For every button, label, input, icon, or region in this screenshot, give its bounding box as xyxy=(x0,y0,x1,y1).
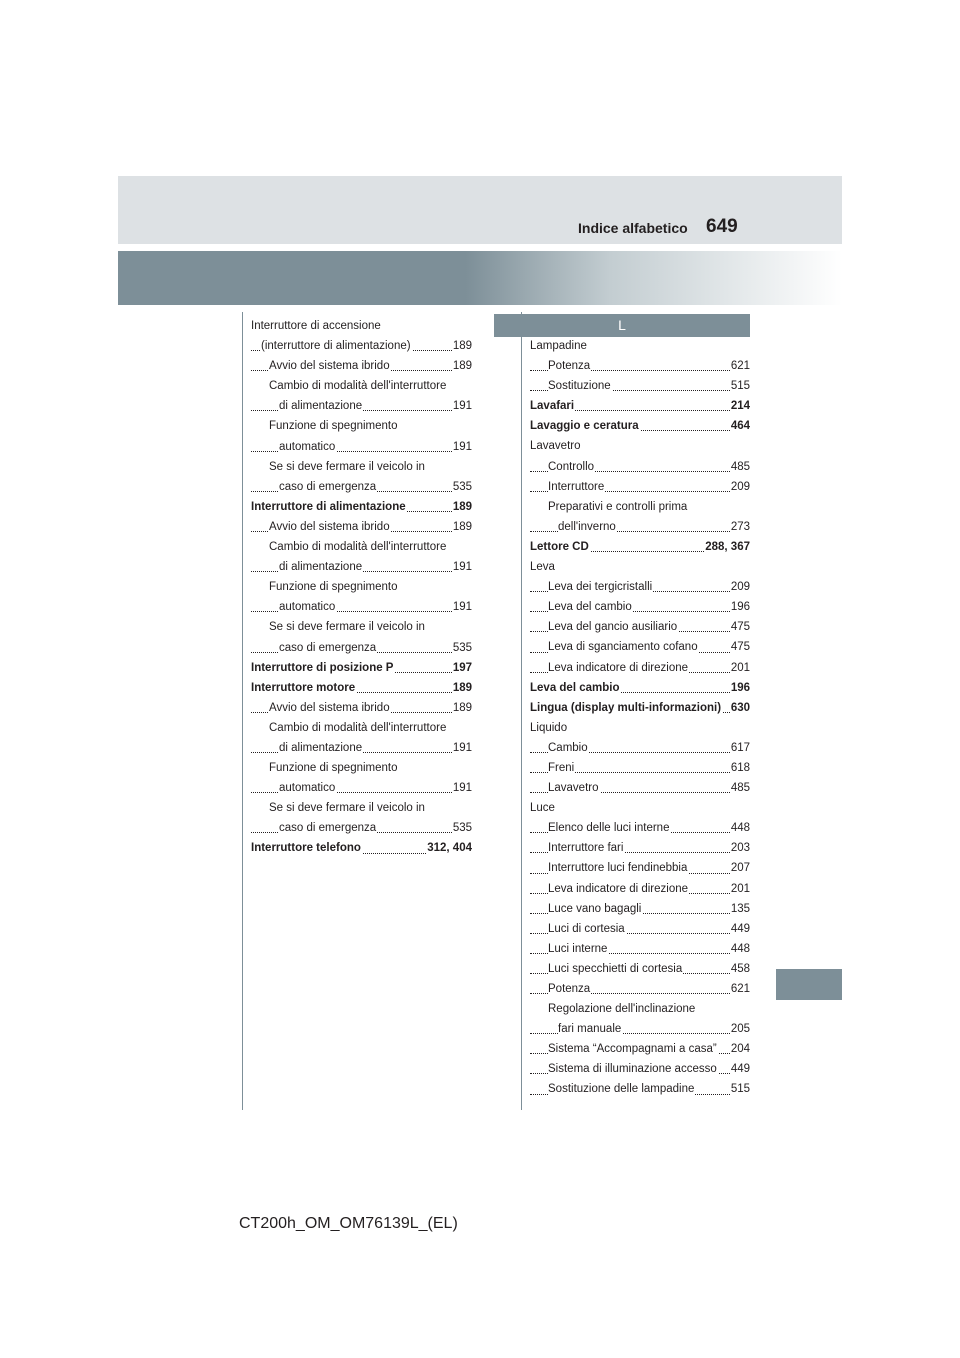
index-entry xyxy=(530,497,750,517)
index-entry-term: Luci interne xyxy=(548,942,608,955)
index-entry xyxy=(530,557,750,577)
index-entry xyxy=(251,838,472,858)
page-number: 649 xyxy=(706,216,738,237)
index-entry-page: 485 xyxy=(730,778,750,798)
index-entry xyxy=(251,316,472,336)
index-entry-page: 312, 404 xyxy=(426,838,472,858)
index-entry xyxy=(530,818,750,838)
index-entry xyxy=(251,758,472,778)
index-entry xyxy=(530,678,750,698)
index-entry xyxy=(530,436,750,456)
index-entry-term: Interruttore telefono xyxy=(251,842,361,855)
index-entry xyxy=(530,838,750,858)
index-entry xyxy=(251,396,472,416)
index-entry-term: Liquido xyxy=(530,721,568,734)
index-entry-term: Leva indicatore di direzione xyxy=(548,882,689,895)
index-entry xyxy=(251,778,472,798)
index-entry-term: caso di emergenza xyxy=(279,641,377,654)
index-entry xyxy=(530,758,750,778)
index-entry-term: Interruttore xyxy=(548,480,605,493)
left-column-rule xyxy=(242,312,243,1110)
index-entry-page: 191 xyxy=(452,597,472,617)
index-entry xyxy=(530,577,750,597)
index-entry xyxy=(251,658,472,678)
index-entry-page: 448 xyxy=(730,939,750,959)
index-entry-term: Se si deve fermare il veicolo in xyxy=(269,802,425,815)
index-entry-page: 618 xyxy=(730,758,750,778)
index-entry-page: 191 xyxy=(452,396,472,416)
index-entry-term: Regolazione dell'inclinazione xyxy=(548,1003,696,1016)
index-entry-term: Interruttore di posizione P xyxy=(251,661,394,674)
index-entry xyxy=(530,336,750,356)
index-entry-term: Preparativi e controlli prima xyxy=(548,500,688,513)
index-entry-page: 189 xyxy=(452,497,472,517)
index-entry-term: Funzione di spegnimento xyxy=(269,762,398,775)
index-entry xyxy=(530,658,750,678)
index-entry xyxy=(251,557,472,577)
index-entry-page: 189 xyxy=(452,356,472,376)
index-entry xyxy=(251,698,472,718)
index-entry-term: di alimentazione xyxy=(279,741,363,754)
right-column-rule xyxy=(521,312,522,1110)
index-entry-term: Interruttore motore xyxy=(251,681,356,694)
index-entry-term: Controllo xyxy=(548,460,595,473)
index-entry-term: Cambio di modalità dell'interruttore xyxy=(269,541,447,554)
index-entry-page: 191 xyxy=(452,738,472,758)
header-title: Indice alfabetico xyxy=(578,220,688,236)
index-entry xyxy=(530,517,750,537)
index-entry-page: 515 xyxy=(730,376,750,396)
index-entry-page: 449 xyxy=(730,919,750,939)
index-entry-page: 448 xyxy=(730,818,750,838)
index-entry-page: 204 xyxy=(730,1039,750,1059)
index-entry-term: Lettore CD xyxy=(530,540,589,553)
index-entry xyxy=(530,959,750,979)
index-entry-term: Luci specchietti di cortesia xyxy=(548,962,683,975)
index-entry-term: Se si deve fermare il veicolo in xyxy=(269,460,425,473)
index-entry xyxy=(251,376,472,396)
index-entry-term: automatico xyxy=(279,440,336,453)
index-entry-term: fari manuale xyxy=(558,1023,622,1036)
index-entry-term: caso di emergenza xyxy=(279,480,377,493)
index-entry xyxy=(530,1059,750,1079)
index-entry xyxy=(251,798,472,818)
index-entry-page: 485 xyxy=(730,457,750,477)
index-entry-term: Elenco delle luci interne xyxy=(548,822,670,835)
index-entry xyxy=(530,879,750,899)
index-entry xyxy=(251,437,472,457)
index-entry-page: 135 xyxy=(730,899,750,919)
index-entry xyxy=(530,718,750,738)
index-entry-page: 209 xyxy=(730,477,750,497)
index-entry xyxy=(251,517,472,537)
index-entry-term: Interruttore di accensione xyxy=(251,320,381,332)
index-entry xyxy=(251,738,472,758)
index-entry xyxy=(251,356,472,376)
index-entry-page: 449 xyxy=(730,1059,750,1079)
index-entry xyxy=(530,1039,750,1059)
index-entry-page: 621 xyxy=(730,356,750,376)
index-entry xyxy=(251,497,472,517)
index-entry xyxy=(251,537,472,557)
index-entry xyxy=(251,597,472,617)
index-entry-page: 205 xyxy=(730,1019,750,1039)
index-entry-page: 189 xyxy=(452,336,472,356)
index-entry-term: Sistema “Accompagnami a casa” xyxy=(548,1043,717,1056)
index-entry-term: Lampadine xyxy=(530,340,587,352)
index-entry-page: 191 xyxy=(452,557,472,577)
index-entry-term: Se si deve fermare il veicolo in xyxy=(269,621,425,634)
index-entry xyxy=(530,778,750,798)
index-entry xyxy=(530,939,750,959)
index-entry xyxy=(251,638,472,658)
index-entry xyxy=(251,416,472,436)
index-entry-term: Lavafari xyxy=(530,400,575,413)
index-entry xyxy=(530,416,750,436)
index-entry xyxy=(251,577,472,597)
index-entry-page: 201 xyxy=(730,658,750,678)
index-column-left xyxy=(251,316,472,859)
index-entry xyxy=(530,356,750,376)
index-entry-term: (interruttore di alimentazione) xyxy=(261,340,411,353)
index-entry xyxy=(251,718,472,738)
index-entry-page: 535 xyxy=(452,818,472,838)
index-entry-term: Avvio del sistema ibrido xyxy=(269,701,390,714)
decorative-band xyxy=(118,251,842,305)
index-entry-term: Cambio di modalità dell'interruttore xyxy=(269,380,447,393)
index-entry-term: Leva indicatore di direzione xyxy=(548,661,689,674)
index-entry xyxy=(530,597,750,617)
index-entry-term: Leva dei tergicristalli xyxy=(548,581,653,594)
index-entry-page: 617 xyxy=(730,738,750,758)
index-entry-page: 214 xyxy=(730,396,750,416)
index-entry-page: 189 xyxy=(452,698,472,718)
index-entry-page: 464 xyxy=(730,416,750,436)
index-entry-term: Potenza xyxy=(548,360,591,373)
index-entry xyxy=(251,336,472,356)
index-entry-term: Cambio xyxy=(548,741,588,754)
index-entry-page: 203 xyxy=(730,838,750,858)
index-entry-page: 197 xyxy=(452,658,472,678)
index-entry-page: 458 xyxy=(730,959,750,979)
index-entry-page: 189 xyxy=(452,517,472,537)
index-entry-term: Lingua (display multi-informazioni) xyxy=(530,701,722,714)
index-entry-term: Luce vano bagagli xyxy=(548,902,642,915)
index-entry-term: Funzione di spegnimento xyxy=(269,581,398,594)
index-entry-term: Potenza xyxy=(548,983,591,995)
chapter-side-tab xyxy=(776,969,842,1000)
index-entry-term: Leva del gancio ausiliario xyxy=(548,621,678,634)
index-entry-term: automatico xyxy=(279,782,336,795)
index-entry-term: Interruttore luci fendinebbia xyxy=(548,862,688,875)
index-entry-page: 209 xyxy=(730,577,750,597)
index-entry-term: di alimentazione xyxy=(279,400,363,413)
index-entry-page: 191 xyxy=(452,778,472,798)
index-entry xyxy=(530,1079,750,1099)
index-entry xyxy=(530,738,750,758)
index-entry-page: 196 xyxy=(730,597,750,617)
index-entry-term: caso di emergenza xyxy=(279,822,377,835)
index-column-right xyxy=(530,336,750,1100)
index-entry-term: Avvio del sistema ibrido xyxy=(269,520,390,533)
index-entry-term: Freni xyxy=(548,761,575,774)
index-entry-term: automatico xyxy=(279,601,336,614)
index-entry-page: 201 xyxy=(730,879,750,899)
index-entry-term: Lavavetro xyxy=(548,782,599,795)
index-entry-term: dell'inverno xyxy=(558,520,616,533)
index-entry-term: Luci di cortesia xyxy=(548,922,625,935)
index-entry-term: Sistema di illuminazione accesso xyxy=(548,1063,717,1076)
index-entry xyxy=(530,698,750,718)
index-entry-term: Funzione di spegnimento xyxy=(269,420,398,433)
index-entry-page: 288, 367 xyxy=(704,537,750,557)
index-entry-term: di alimentazione xyxy=(279,561,363,574)
index-entry-term: Sostituzione delle lampadine xyxy=(548,1083,695,1096)
index-entry-term: Cambio di modalità dell'interruttore xyxy=(269,721,447,734)
index-entry-page: 273 xyxy=(730,517,750,537)
index-entry xyxy=(530,376,750,396)
index-entry-term: Leva xyxy=(530,561,555,574)
index-entry xyxy=(530,979,750,999)
index-entry xyxy=(251,457,472,477)
index-entry-term: Lavaggio e ceratura xyxy=(530,420,639,433)
index-entry xyxy=(530,477,750,497)
index-entry-page: 630 xyxy=(730,698,750,718)
index-entry xyxy=(251,678,472,698)
index-entry xyxy=(530,457,750,477)
index-entry-term: Avvio del sistema ibrido xyxy=(269,360,390,373)
index-entry-page: 196 xyxy=(730,678,750,698)
index-entry-page: 475 xyxy=(730,637,750,657)
index-entry-page: 207 xyxy=(730,858,750,878)
index-entry-term: Leva di sganciamento cofano xyxy=(548,641,698,654)
index-entry-term: Lavavetro xyxy=(530,440,581,453)
section-letter-bar: L xyxy=(494,314,750,337)
index-entry xyxy=(251,477,472,497)
index-entry-term: Sostituzione xyxy=(548,380,611,393)
index-entry-page: 189 xyxy=(452,678,472,698)
index-entry-page: 515 xyxy=(730,1079,750,1099)
index-entry-term: Leva del cambio xyxy=(548,601,632,614)
index-entry xyxy=(251,818,472,838)
index-entry xyxy=(530,537,750,557)
index-entry xyxy=(530,798,750,818)
index-entry xyxy=(530,899,750,919)
index-entry xyxy=(530,1019,750,1039)
index-entry xyxy=(251,617,472,637)
index-entry xyxy=(530,617,750,637)
index-entry-page: 475 xyxy=(730,617,750,637)
index-entry xyxy=(530,999,750,1019)
index-entry xyxy=(530,858,750,878)
index-entry-page: 191 xyxy=(452,437,472,457)
document-code-footer: CT200h_OM_OM76139L_(EL) xyxy=(239,1215,458,1232)
index-entry-term: Leva del cambio xyxy=(530,681,620,694)
index-entry xyxy=(530,637,750,657)
index-entry-term: Interruttore fari xyxy=(548,842,624,855)
index-entry-page: 535 xyxy=(452,638,472,658)
index-entry xyxy=(530,396,750,416)
index-entry-term: Interruttore di alimentazione xyxy=(251,500,406,513)
index-entry-page: 535 xyxy=(452,477,472,497)
index-entry-term: Luce xyxy=(530,802,555,815)
index-entry-page: 621 xyxy=(730,979,750,999)
index-entry xyxy=(530,919,750,939)
